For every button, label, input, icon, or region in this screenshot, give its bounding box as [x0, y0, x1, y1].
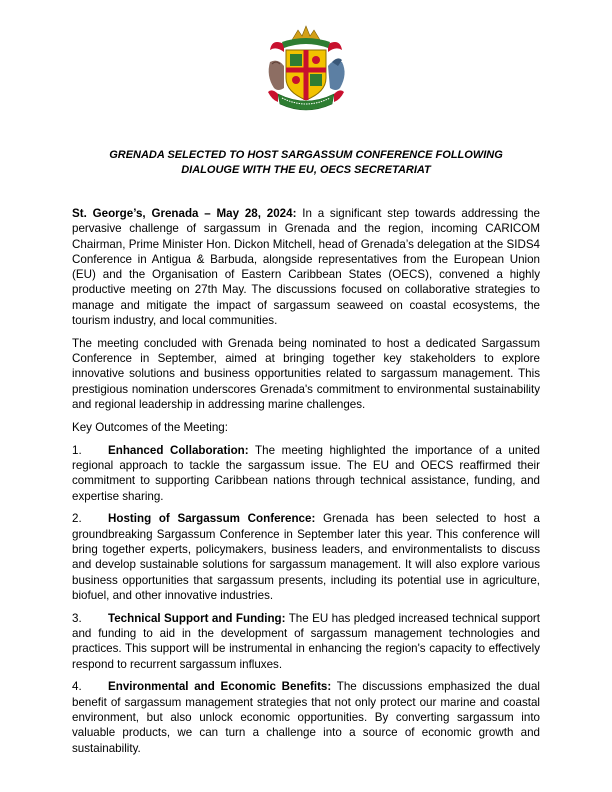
press-release-title: [60, 148, 552, 178]
outcome-text: The EU has pledged increased technical support and funding to aid in the development of sargassum management technologies and practices. This support will be instrumental in enhancing the region's capacity to effectively respond to recurrent sargassum influxes.: [72, 611, 541, 671]
outcome-number: 1.: [72, 443, 82, 457]
outcome-text: Grenada has been selected to host a groundbreaking Sargassum Conference in September later this year. This conference will bring together experts, policymakers, business leaders, and environmentalists to discuss and develop sustainable solutions for sargassum management. It will also explore various business opportunities that sargassum presents, including its potential use in agriculture, biofuel, and other innovative industries.: [72, 512, 540, 602]
outcome-heading: Hosting of Sargassum Conference:: [108, 512, 316, 526]
intro-paragraph: [72, 206, 540, 328]
outcome-number: 2.: [72, 512, 82, 526]
outcome-text: The meeting highlighted the importance of a united regional approach to tackle the sargassum issue. The EU and OECS reaffirmed their commitment to supporting Caribbean nations through technical assistance, funding, and expertise sharing.: [72, 443, 540, 503]
intro-text: In a significant step towards addressing the pervasive challenge of sargassum in Grenada and the region, incoming CARICOM Chairman, Prime Minister Hon. Dickon Mitchell, head of Grenada’s delegation at the SIDS4 Conference in Antigua & Barbuda, alongside representatives from the European Union (EU) and the Organisation of Eastern Caribbean States (OECS), convened a highly productive meeting on 27th May. The discussions focused on collaborative strategies to manage and mitigate the impact of sargassum seaweed on coastal ecosystems, the tourism industry, and local communities.: [72, 207, 540, 328]
dateline: St. George’s, Grenada – May 28, 2024:: [72, 207, 297, 220]
nomination-paragraph: The meeting concluded with Grenada being nominated to host a dedicated Sargassum Conference in September, aimed at bringing together key stakeholders to explore innovative solutions and business opportunities related to sargassum management. This prestigious nomination underscores Grenada's commitment to environmental sustainability and regional leadership in addressing marine challenges.: [72, 336, 540, 412]
outcome-item: [72, 511, 540, 603]
title-line-1: GRENADA SELECTED TO HOST SARGASSUM CONFERENCE FOLLOWING: [109, 149, 503, 161]
outcome-item: [72, 443, 540, 504]
outcome-number: 3.: [72, 611, 82, 625]
grenada-coat-of-arms-icon: [262, 22, 350, 116]
outcome-item: [72, 679, 540, 755]
outcomes-heading: Key Outcomes of the Meeting:: [72, 420, 228, 434]
press-release-body: [72, 206, 540, 763]
title-line-2: DIALOUGE WITH THE EU, OECS SECRETARIAT: [181, 164, 431, 176]
outcome-text: The discussions emphasized the dual benefit of sargassum management strategies that not only protect our marine and coastal environment, but also unlock economic opportunities. By converting sargassum into valuable products, we can turn a challenge into a source of economic growth and sustainability.: [72, 680, 540, 755]
outcome-heading: Enhanced Collaboration:: [108, 443, 249, 457]
outcome-heading: Technical Support and Funding:: [108, 611, 286, 625]
outcome-number: 4.: [72, 680, 82, 694]
outcome-heading: Environmental and Economic Benefits:: [108, 680, 332, 694]
outcome-item: [72, 611, 540, 672]
